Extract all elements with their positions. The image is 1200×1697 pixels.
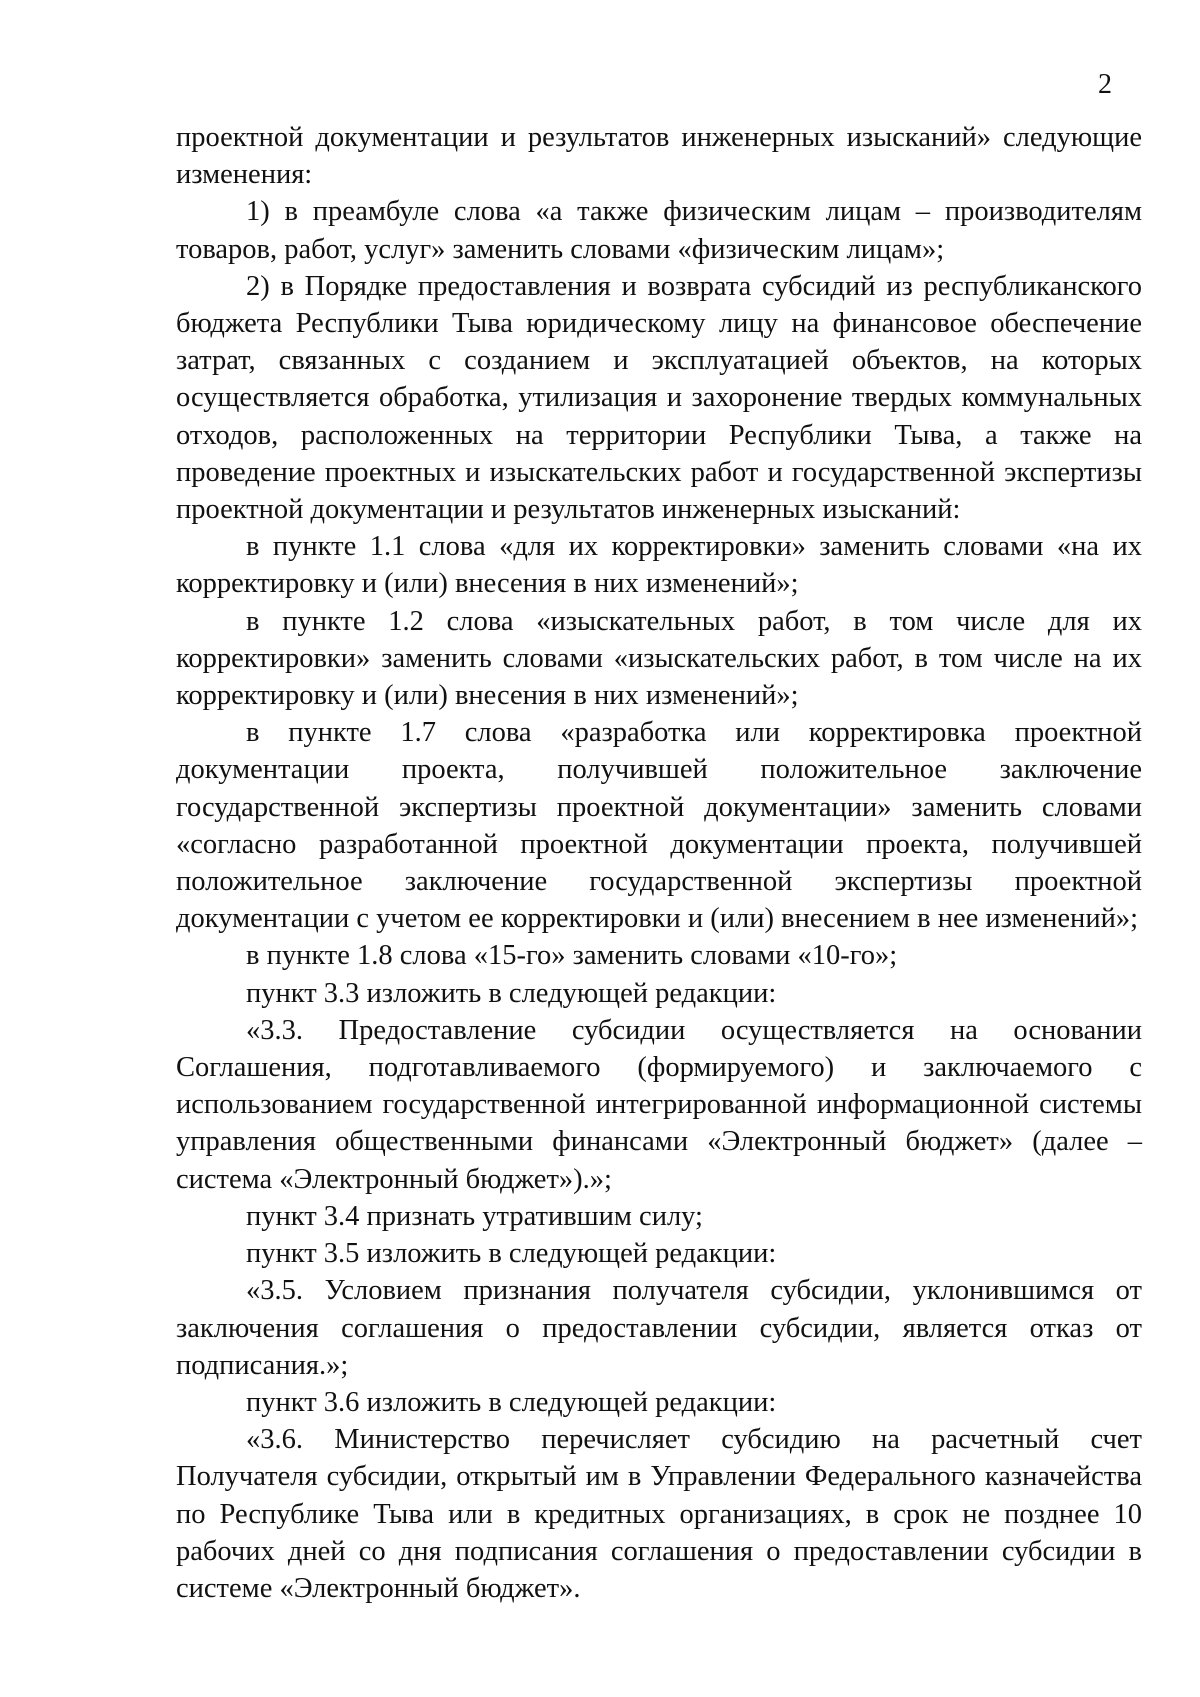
paragraph: «3.6. Министерство перечисляет субсидию на расчетный счет Получателя субсидии, открытый им в Управлении Федерального казначейства по Республике Тыва или в кредитных организациях, в срок не позднее 10 рабочих дней со дня подписания соглашения о предоставлении субсидии в системе «Электронный бюджет».: [176, 1424, 1142, 1604]
paragraph: 1) в преамбуле слова «а также физическим лицам – производителям товаров, работ, услуг» заменить словами «физическим лицам»;: [176, 196, 1142, 265]
paragraph: пункт 3.6 изложить в следующей редакции:: [246, 1386, 777, 1418]
paragraph: в пункте 1.8 слова «15-го» заменить словами «10-го»;: [246, 940, 898, 972]
paragraph: пункт 3.3 изложить в следующей редакции:: [246, 977, 777, 1009]
page-number: 2: [1098, 69, 1112, 100]
paragraph: пункт 3.5 изложить в следующей редакции:: [246, 1238, 777, 1270]
paragraph: в пункте 1.7 слова «разработка или корректировка проектной документации проекта, получившей положительное заключение государственной экспертизы проектной документации» заменить словами «согласно разработанной проектной документации проекта, получившей положительное заключение государственной экспертизы проектной документации с учетом ее корректировки и (или) внесением в нее изменений»;: [176, 717, 1142, 935]
paragraph: 2) в Порядке предоставления и возврата субсидий из республиканского бюджета Республики Тыва юридическому лицу на финансовое обеспечение затрат, связанных с созданием и эксплуатацией объектов, на которых осуществляется обработка, утилизация и захоронение твердых коммунальных отходов, расположенных на территории Республики Тыва, а также на проведение проектных и изыскательских работ и государственной экспертизы проектной документации и результатов инженерных изысканий:: [176, 270, 1142, 526]
paragraph: «3.3. Предоставление субсидии осуществляется на основании Соглашения, подготавливаемого (формируемого) и заключаемого с использованием государственной интегрированной информационной системы управления общественными финансами «Электронный бюджет» (далее – система «Электронный бюджет»).»;: [176, 1014, 1142, 1195]
document-body: [176, 119, 1142, 1607]
paragraph: в пункте 1.2 слова «изыскательных работ, в том числе для их корректировки» заменить словами «изыскательских работ, в том числе на их корректировку и (или) внесения в них изменений»;: [176, 605, 1142, 712]
paragraph: в пункте 1.1 слова «для их корректировки» заменить словами «на их корректировку и (или) внесения в них изменений»;: [176, 531, 1142, 600]
paragraph: проектной документации и результатов инженерных изысканий» следующие изменения:: [176, 122, 1142, 191]
paragraph: «3.5. Условием признания получателя субсидии, уклонившимся от заключения соглашения о предоставлении субсидии, является отказ от подписания.»;: [176, 1275, 1142, 1381]
paragraph: пункт 3.4 признать утратившим силу;: [246, 1200, 703, 1232]
